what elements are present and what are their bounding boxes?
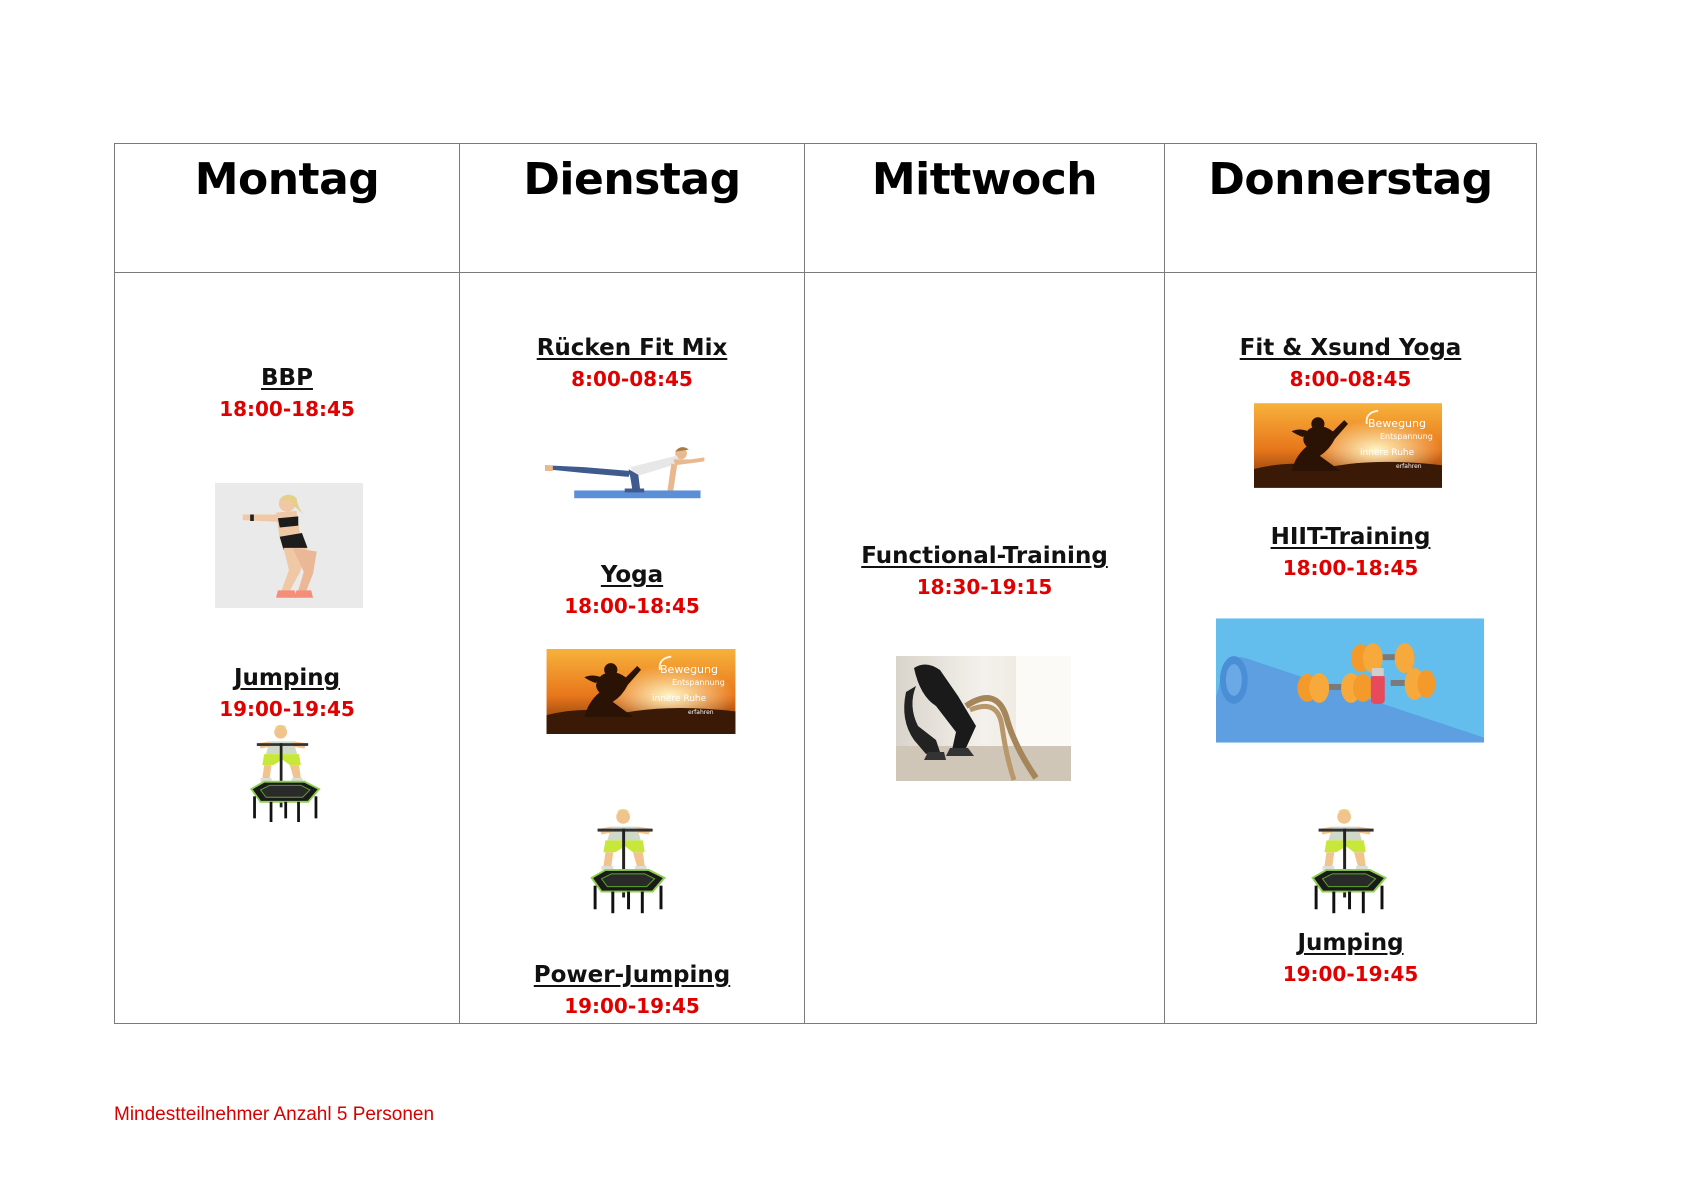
banner-line: erfahren [1396, 463, 1422, 470]
class-name: Power-Jumping [533, 962, 731, 988]
day-cell-montag [115, 273, 460, 1024]
dumbbells-photo [1216, 618, 1484, 743]
class-name: Fit & Xsund Yoga [1239, 335, 1462, 361]
plank-photo [545, 438, 720, 506]
class-time: 8:00-08:45 [571, 367, 693, 391]
class-time: 19:00-19:45 [1282, 962, 1419, 986]
banner-line: Entspannung [672, 678, 725, 687]
class-yoga [460, 560, 804, 621]
day-header-montag: Montag [115, 144, 460, 273]
class-power-jumping [460, 960, 804, 1021]
battle-rope-photo [896, 656, 1071, 781]
class-functional-training [805, 541, 1164, 602]
banner-line: innere Ruhe [652, 694, 707, 704]
day-header-dienstag: Dienstag [460, 144, 805, 273]
trampoline-photo [233, 723, 343, 833]
class-time: 18:30-19:15 [916, 575, 1053, 599]
yoga-banner-dienstag [546, 649, 736, 734]
day-header-donnerstag: Donnerstag [1165, 144, 1537, 273]
footer-note: Mindestteilnehmer Anzahl 5 Personen [114, 1104, 435, 1125]
class-name: Yoga [600, 562, 664, 588]
trampoline-photo [1293, 807, 1411, 925]
class-bbp [115, 363, 459, 424]
class-name: Rücken Fit Mix [536, 335, 728, 361]
banner-line: Entspannung [1380, 432, 1433, 441]
class-time: 18:00-18:45 [564, 594, 700, 618]
class-name: Jumping [1297, 930, 1404, 956]
class-jumping-don [1165, 928, 1536, 989]
class-name: Functional-Training [861, 543, 1108, 569]
yoga-banner-donnerstag [1254, 403, 1442, 488]
class-time: 19:00-19:45 [219, 697, 355, 721]
day-header-mittwoch: Mittwoch [805, 144, 1165, 273]
class-name: BBP [261, 365, 313, 391]
class-name: HIIT-Training [1270, 524, 1431, 550]
class-fit-xsund-yoga [1165, 333, 1536, 394]
classes-row [115, 273, 1537, 1024]
class-time: 18:00-18:45 [219, 397, 355, 421]
header-row [115, 144, 1537, 273]
yoga-banner-text [1360, 417, 1433, 473]
class-ruecken-fit-mix [460, 333, 804, 394]
day-cell-mittwoch [805, 273, 1165, 1024]
banner-line: Bewegung [1368, 417, 1426, 430]
yoga-banner-text [652, 663, 725, 719]
class-jumping-mon [115, 663, 459, 724]
class-time: 19:00-19:45 [564, 994, 700, 1018]
trampoline-photo [572, 807, 690, 925]
schedule-table [114, 143, 1537, 1024]
class-name: Jumping [233, 665, 341, 691]
class-hiit-training [1165, 522, 1536, 583]
banner-line: innere Ruhe [1360, 448, 1415, 458]
squat-photo [215, 483, 363, 608]
class-time: 8:00-08:45 [1289, 367, 1412, 391]
class-time: 18:00-18:45 [1282, 556, 1419, 580]
day-cell-dienstag [460, 273, 805, 1024]
banner-line: erfahren [688, 709, 714, 716]
banner-line: Bewegung [660, 663, 718, 676]
day-cell-donnerstag [1165, 273, 1537, 1024]
